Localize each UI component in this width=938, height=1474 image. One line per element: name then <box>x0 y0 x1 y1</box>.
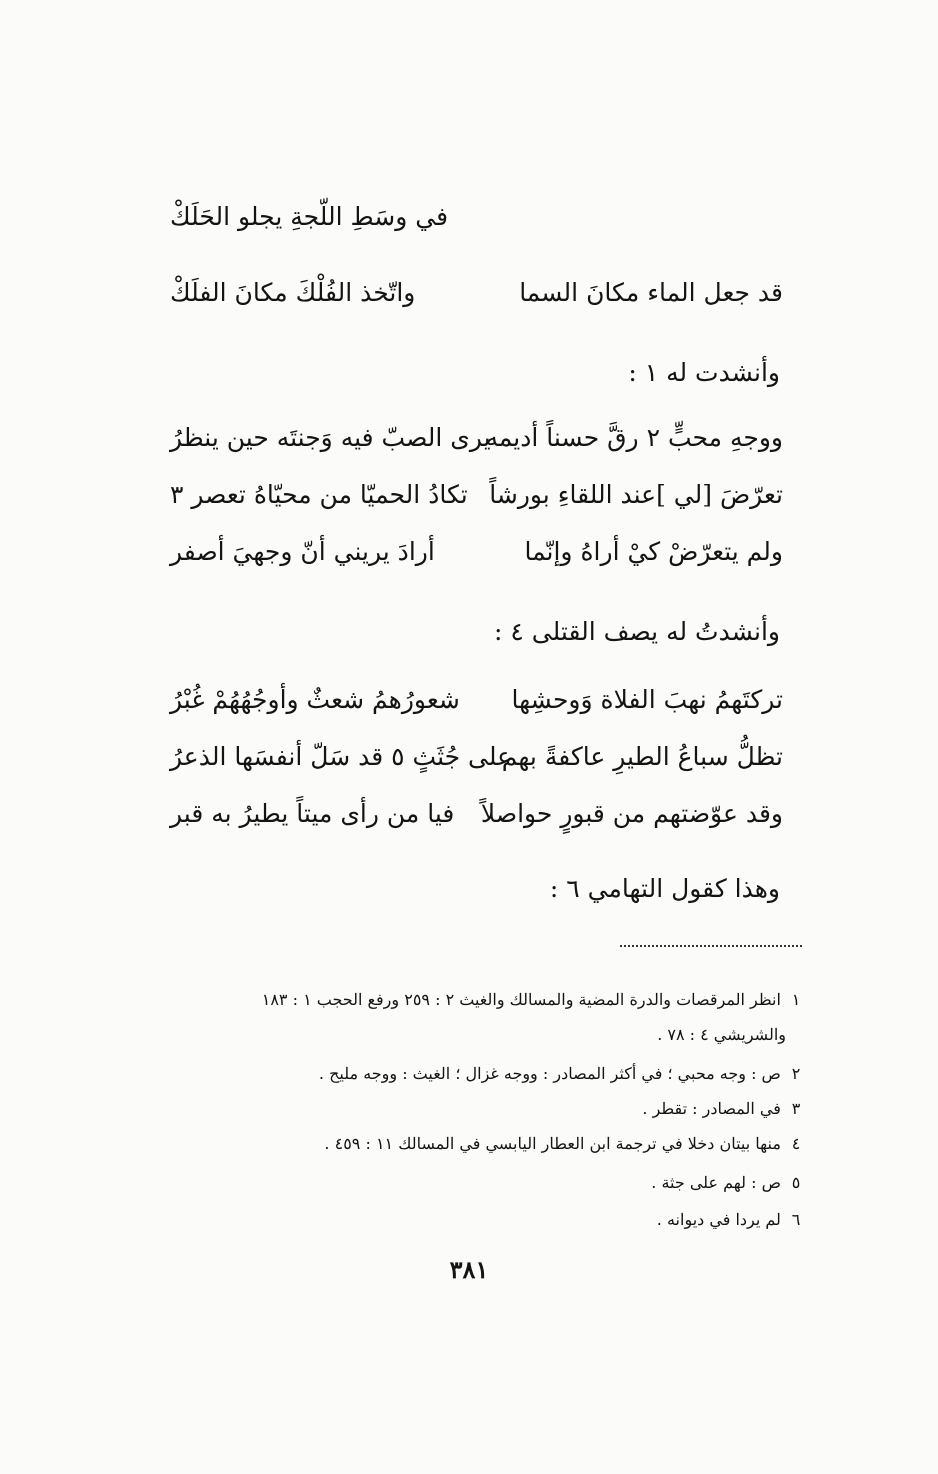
footnote-text: ص : لهم على جثة . <box>651 1173 781 1192</box>
footnote-separator <box>620 945 802 947</box>
verse-4-left: تكادُ الحميّا من محيّاهُ تعصر ٣ <box>170 480 468 509</box>
footnote-text: لم يردا في ديوانه . <box>656 1210 781 1229</box>
verse-7-right: تظلُّ سباعُ الطيرِ عاكفةً بهم <box>501 742 783 771</box>
verse-3-right: ووجهِ محبٍّ ٢ رقَّ حسناً أديمه <box>485 423 783 452</box>
verse-2-right: قد جعل الماء مكانَ السما <box>519 278 783 307</box>
footnote-number: ٦ <box>791 1210 801 1229</box>
verse-3-left: يرى الصبّ فيه وَجنتَه حين ينظرُ <box>170 423 491 452</box>
page-number: ٣٨١ <box>449 1255 489 1284</box>
footnote-number: ٤ <box>791 1134 801 1153</box>
intro-line-1: وأنشدت له ١ : <box>628 358 780 387</box>
footnote-5 <box>651 1173 806 1192</box>
footnote-number: ١ <box>791 990 801 1009</box>
verse-5-left: أرادَ يريني أنّ وجهيَ أصفر <box>170 537 435 566</box>
footnote-6 <box>657 1210 806 1229</box>
verse-7-left: على جُثَثٍ ٥ قد سَلّ أنفسَها الذعرُ <box>170 742 513 771</box>
verse-2-left: واتّخذ الفُلْكَ مكانَ الفلَكْ <box>170 278 416 307</box>
footnote-text: انظر المرقصات والدرة المضية والمسالك والغيث ٢ : ٢٥٩ ورفع الحجب ١ : ١٨٣ <box>261 990 781 1009</box>
footnote-text: في المصادر : تقطر . <box>642 1099 781 1118</box>
footnote-text: والشريشي ٤ : ٧٨ . <box>657 1025 786 1044</box>
verse-8-right: وقد عوّضتهم من قبورٍ حواصلاً <box>480 799 783 828</box>
footnote-number: ٣ <box>791 1099 801 1118</box>
footnote-text: ص : وجه محبي ؛ في أكثر المصادر : ووجه غزال ؛ الغيث : ووجه مليح . <box>318 1064 781 1083</box>
footnote-1-continued <box>657 1025 786 1044</box>
verse-4-right: تعرّضَ [لي ]عند اللقاءِ بورشاً <box>489 480 783 509</box>
verse-6-left: شعورُهمُ شعثٌ وأوجُهُهُمْ غُبْرُ <box>170 685 460 714</box>
footnote-text: منها بيتان دخلا في ترجمة ابن العطار اليابسي في المسالك ١١ : ٤٥٩ . <box>324 1134 781 1153</box>
verse-1: في وسَطِ اللّجةِ يجلو الحَلَكْ <box>170 202 449 231</box>
footnote-number: ٢ <box>791 1064 801 1083</box>
verse-5-right: ولم يتعرّضْ كيْ أراهُ وإنّما <box>524 537 783 566</box>
footnote-4 <box>324 1134 806 1153</box>
intro-line-2: وأنشدتُ له يصف القتلى ٤ : <box>494 617 780 646</box>
footnote-2 <box>319 1064 806 1083</box>
footnote-1 <box>262 990 806 1009</box>
footnote-3 <box>642 1099 806 1118</box>
intro-line-3: وهذا كقول التهامي ٦ : <box>549 874 780 903</box>
footnote-number: ٥ <box>791 1173 801 1192</box>
verse-8-left: فيا من رأى ميتاً يطيرُ به قبر <box>170 799 455 828</box>
verse-6-right: تركتَهمُ نهبَ الفلاة وَوحشِها <box>511 685 783 714</box>
